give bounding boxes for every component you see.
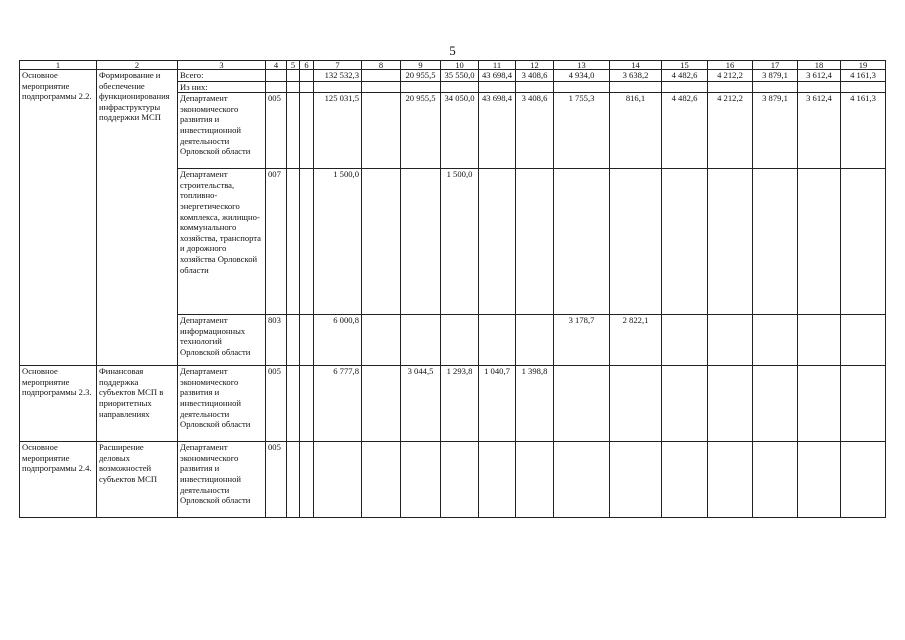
- column-header: 2: [97, 61, 178, 70]
- column-header: 7: [314, 61, 362, 70]
- value-cell: 34 050,0: [441, 93, 479, 169]
- value-cell: [479, 442, 516, 518]
- value-cell: [753, 169, 798, 315]
- column-header: 5: [287, 61, 300, 70]
- value-cell: [610, 169, 662, 315]
- column-header: 12: [516, 61, 554, 70]
- value-cell: [841, 442, 886, 518]
- value-cell: [300, 169, 314, 315]
- column-header: 3: [178, 61, 266, 70]
- column-header: 9: [401, 61, 441, 70]
- value-cell: 3 178,7: [554, 315, 610, 366]
- value-cell: [662, 366, 708, 442]
- value-cell: [287, 366, 300, 442]
- value-cell: [441, 442, 479, 518]
- value-cell: [708, 442, 753, 518]
- value-cell: 4 482,6: [662, 70, 708, 82]
- value-cell: 132 532,3: [314, 70, 362, 82]
- value-cell: [662, 81, 708, 93]
- value-cell: 816,1: [610, 93, 662, 169]
- value-cell: [479, 81, 516, 93]
- value-cell: [300, 70, 314, 82]
- value-cell: [708, 169, 753, 315]
- value-cell: 1 500,0: [314, 169, 362, 315]
- column-header: 15: [662, 61, 708, 70]
- column-header: 19: [841, 61, 886, 70]
- value-cell: [300, 93, 314, 169]
- value-cell: 1 500,0: [441, 169, 479, 315]
- value-cell: [841, 315, 886, 366]
- value-cell: [554, 442, 610, 518]
- value-cell: 4 161,3: [841, 93, 886, 169]
- value-cell: 4 482,6: [662, 93, 708, 169]
- budget-table: [19, 60, 886, 518]
- value-cell: [300, 81, 314, 93]
- department-code: 803: [266, 315, 287, 366]
- column-header: 13: [554, 61, 610, 70]
- value-cell: [300, 442, 314, 518]
- column-header: 6: [300, 61, 314, 70]
- value-cell: [287, 81, 300, 93]
- activity-description: Расширение деловых возможностей субъектов МСП: [97, 442, 178, 518]
- value-cell: [662, 315, 708, 366]
- column-header: 4: [266, 61, 287, 70]
- value-cell: [753, 442, 798, 518]
- value-cell: 3 879,1: [753, 70, 798, 82]
- value-cell: [516, 442, 554, 518]
- activity-title: Основное мероприятие подпрограммы 2.4.: [20, 442, 97, 518]
- executor-name: Департамент экономического развития и инвестиционной деятельности Орловской области: [178, 366, 266, 442]
- value-cell: 3 408,6: [516, 70, 554, 82]
- value-cell: [610, 366, 662, 442]
- column-header: 8: [362, 61, 401, 70]
- value-cell: 1 293,8: [441, 366, 479, 442]
- department-code: [266, 70, 287, 82]
- value-cell: [287, 442, 300, 518]
- header-row: [20, 61, 886, 70]
- value-cell: 6 000,8: [314, 315, 362, 366]
- value-cell: [287, 70, 300, 82]
- value-cell: 43 698,4: [479, 93, 516, 169]
- value-cell: [441, 81, 479, 93]
- value-cell: 3 408,6: [516, 93, 554, 169]
- page-number: 5: [449, 43, 456, 58]
- value-cell: [287, 315, 300, 366]
- executor-name: Всего:: [178, 70, 266, 82]
- value-cell: [287, 169, 300, 315]
- value-cell: 125 031,5: [314, 93, 362, 169]
- value-cell: [841, 81, 886, 93]
- value-cell: [362, 81, 401, 93]
- value-cell: 43 698,4: [479, 70, 516, 82]
- value-cell: [554, 366, 610, 442]
- value-cell: [610, 81, 662, 93]
- activity-description: Финансовая поддержка субъектов МСП в приоритетных направлениях: [97, 366, 178, 442]
- value-cell: 3 879,1: [753, 93, 798, 169]
- value-cell: 1 040,7: [479, 366, 516, 442]
- value-cell: [708, 366, 753, 442]
- value-cell: [362, 70, 401, 82]
- value-cell: 35 550,0: [441, 70, 479, 82]
- value-cell: [362, 315, 401, 366]
- value-cell: [708, 315, 753, 366]
- department-code: 007: [266, 169, 287, 315]
- value-cell: [798, 81, 841, 93]
- value-cell: [662, 169, 708, 315]
- column-header: 14: [610, 61, 662, 70]
- executor-name: Департамент экономического развития и инвестиционной деятельности Орловской области: [178, 93, 266, 169]
- value-cell: 2 822,1: [610, 315, 662, 366]
- value-cell: 4 212,2: [708, 93, 753, 169]
- value-cell: 20 955,5: [401, 93, 441, 169]
- value-cell: [287, 93, 300, 169]
- table-row: [20, 70, 886, 82]
- value-cell: [401, 169, 441, 315]
- activity-title: Основное мероприятие подпрограммы 2.2.: [20, 70, 97, 366]
- value-cell: [841, 169, 886, 315]
- activity-description: Формирование и обеспечение функционирования инфраструктуры поддержки МСП: [97, 70, 178, 366]
- column-header: 18: [798, 61, 841, 70]
- activity-title: Основное мероприятие подпрограммы 2.3.: [20, 366, 97, 442]
- value-cell: [401, 315, 441, 366]
- value-cell: [401, 81, 441, 93]
- executor-name: Департамент информационных технологий Орловской области: [178, 315, 266, 366]
- value-cell: [516, 81, 554, 93]
- value-cell: [300, 366, 314, 442]
- value-cell: [798, 169, 841, 315]
- value-cell: [314, 442, 362, 518]
- value-cell: [554, 169, 610, 315]
- department-code: 005: [266, 93, 287, 169]
- column-header: 16: [708, 61, 753, 70]
- value-cell: 1 398,8: [516, 366, 554, 442]
- value-cell: [479, 315, 516, 366]
- value-cell: [516, 169, 554, 315]
- value-cell: [841, 366, 886, 442]
- value-cell: 6 777,8: [314, 366, 362, 442]
- column-header: 11: [479, 61, 516, 70]
- value-cell: 3 638,2: [610, 70, 662, 82]
- column-header: 17: [753, 61, 798, 70]
- value-cell: 4 161,3: [841, 70, 886, 82]
- value-cell: [708, 81, 753, 93]
- value-cell: [554, 81, 610, 93]
- value-cell: 3 612,4: [798, 93, 841, 169]
- value-cell: [362, 93, 401, 169]
- value-cell: [401, 442, 441, 518]
- value-cell: [441, 315, 479, 366]
- value-cell: [362, 366, 401, 442]
- value-cell: 3 612,4: [798, 70, 841, 82]
- value-cell: 20 955,5: [401, 70, 441, 82]
- value-cell: 4 934,0: [554, 70, 610, 82]
- value-cell: [798, 366, 841, 442]
- column-header: 1: [20, 61, 97, 70]
- value-cell: 3 044,5: [401, 366, 441, 442]
- value-cell: [516, 315, 554, 366]
- value-cell: [753, 366, 798, 442]
- department-code: 005: [266, 442, 287, 518]
- department-code: 005: [266, 366, 287, 442]
- value-cell: [662, 442, 708, 518]
- value-cell: [362, 169, 401, 315]
- department-code: [266, 81, 287, 93]
- column-header: 10: [441, 61, 479, 70]
- value-cell: [314, 81, 362, 93]
- value-cell: 4 212,2: [708, 70, 753, 82]
- executor-name: Из них:: [178, 81, 266, 93]
- value-cell: [798, 315, 841, 366]
- executor-name: Департамент строительства, топливно-энергетического комплекса, жилищно-коммунального хозяйства, транспорта и дорожного хозяйства Орловской области: [178, 169, 266, 315]
- value-cell: [753, 315, 798, 366]
- value-cell: [753, 81, 798, 93]
- value-cell: [362, 442, 401, 518]
- value-cell: [479, 169, 516, 315]
- value-cell: [798, 442, 841, 518]
- executor-name: Департамент экономического развития и инвестиционной деятельности Орловской области: [178, 442, 266, 518]
- value-cell: 1 755,3: [554, 93, 610, 169]
- table-row: [20, 442, 886, 518]
- table-row: [20, 366, 886, 442]
- value-cell: [300, 315, 314, 366]
- value-cell: [610, 442, 662, 518]
